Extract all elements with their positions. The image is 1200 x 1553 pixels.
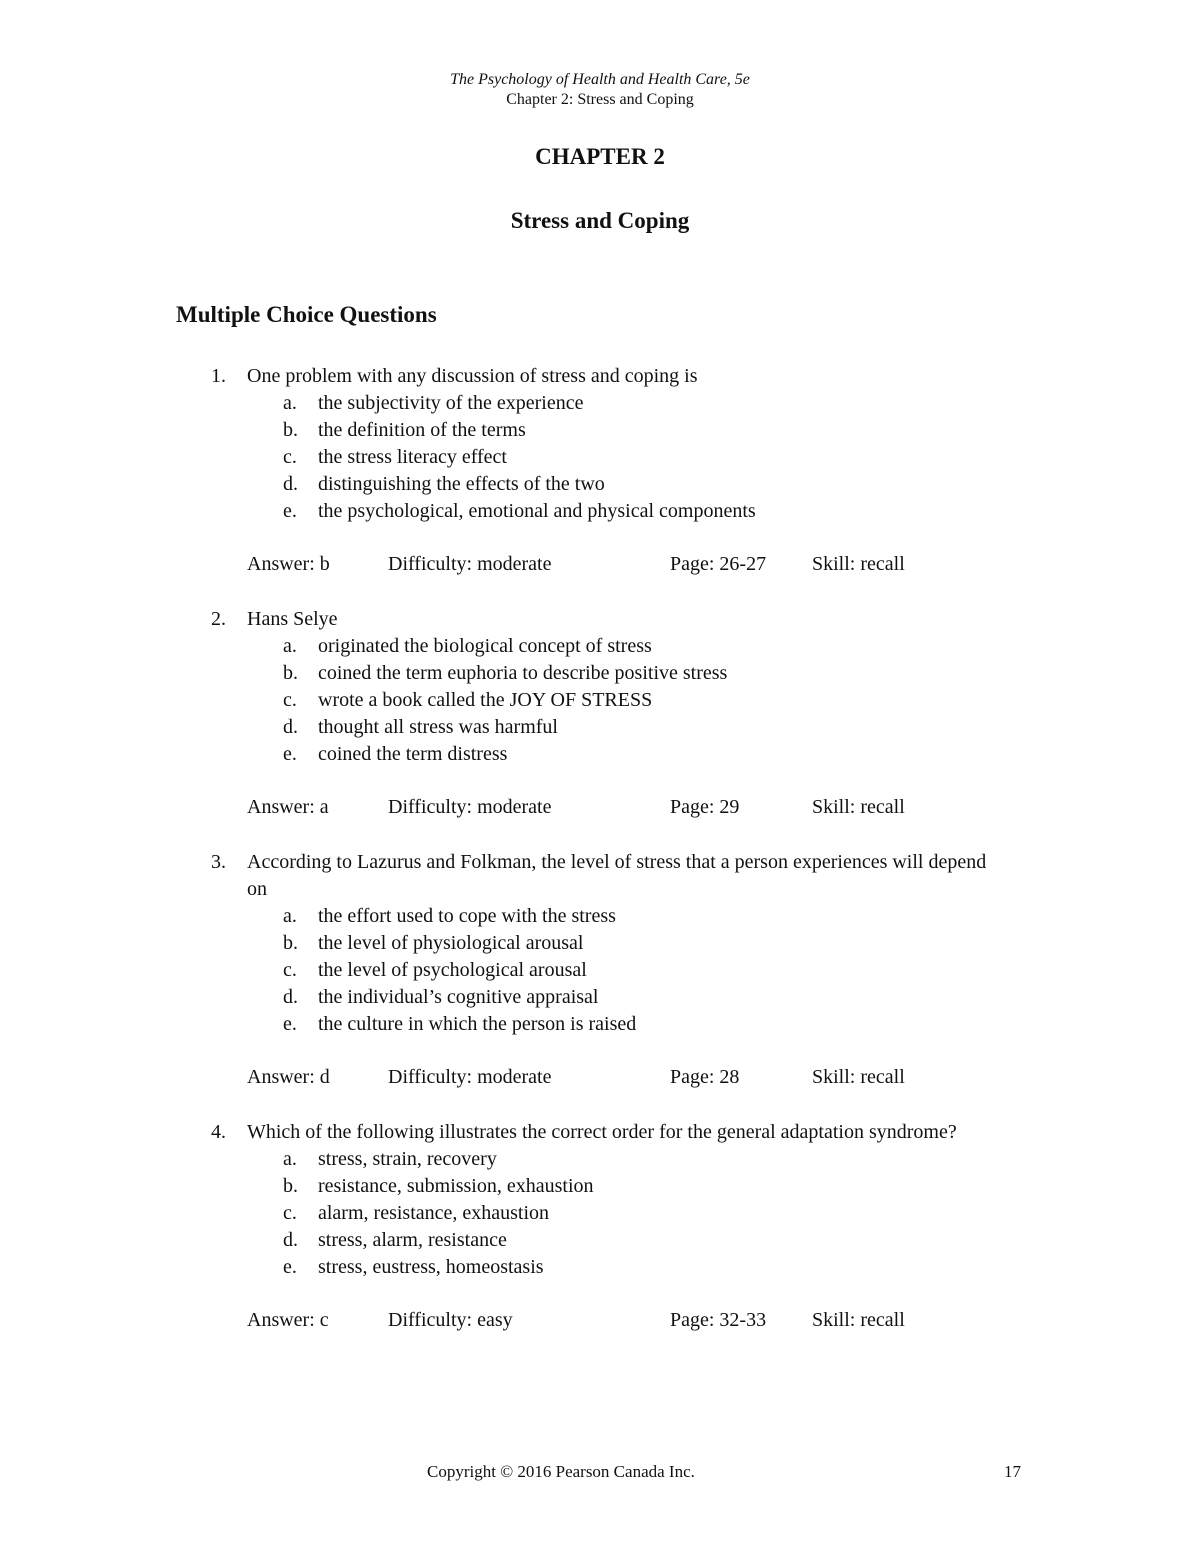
option-letter: b.: [283, 1175, 298, 1197]
option-text: the psychological, emotional and physical components: [318, 500, 756, 522]
option-letter: a.: [283, 392, 297, 414]
option-text: coined the term distress: [318, 743, 508, 765]
option-letter: e.: [283, 500, 297, 522]
option-letter: a.: [283, 635, 297, 657]
question-stem: [0, 363, 1200, 390]
option-letter: b.: [283, 932, 298, 954]
option-letter: e.: [283, 743, 297, 765]
answer-option: [0, 390, 1200, 417]
option-text: the effort used to cope with the stress: [318, 905, 616, 927]
option-letter: c.: [283, 959, 297, 981]
answer-option: [0, 957, 1200, 984]
answer-option: [0, 930, 1200, 957]
option-text: the level of psychological arousal: [318, 959, 587, 981]
option-text: stress, eustress, homeostasis: [318, 1256, 544, 1278]
option-text: the stress literacy effect: [318, 446, 507, 468]
option-letter: c.: [283, 689, 297, 711]
option-text: the definition of the terms: [318, 419, 526, 441]
answer-option: [0, 687, 1200, 714]
answer-option: [0, 471, 1200, 498]
answer-option: [0, 903, 1200, 930]
option-letter: b.: [283, 419, 298, 441]
skill: Skill: recall: [812, 553, 905, 575]
answer-option: [0, 1173, 1200, 1200]
answer-key: Answer: d: [247, 1066, 330, 1088]
skill: Skill: recall: [812, 1309, 905, 1331]
option-letter: d.: [283, 986, 298, 1008]
answer-option: [0, 741, 1200, 768]
question-1: [0, 363, 1200, 578]
chapter-title: Stress and Coping: [510, 208, 690, 233]
option-letter: a.: [283, 1148, 297, 1170]
option-text: coined the term euphoria to describe positive stress: [318, 662, 728, 684]
option-letter: e.: [283, 1013, 297, 1035]
skill: Skill: recall: [812, 796, 905, 818]
page-number: 17: [1004, 1462, 1021, 1481]
question-text: Hans Selye: [247, 608, 338, 630]
answer-option: [0, 417, 1200, 444]
running-header: [0, 70, 1200, 110]
difficulty: Difficulty: moderate: [388, 553, 552, 575]
answer-option: [0, 1200, 1200, 1227]
option-letter: d.: [283, 473, 298, 495]
answer-option: [0, 1011, 1200, 1038]
option-letter: b.: [283, 662, 298, 684]
answer-option: [0, 444, 1200, 471]
answer-option: [0, 633, 1200, 660]
question-stem: [0, 849, 1200, 903]
answer-option: [0, 714, 1200, 741]
option-text: distinguishing the effects of the two: [318, 473, 605, 495]
page-reference: Page: 32-33: [670, 1309, 767, 1331]
answer-option: [0, 660, 1200, 687]
option-text: wrote a book called the JOY OF STRESS: [318, 689, 653, 711]
option-letter: a.: [283, 905, 297, 927]
chapter-line: Chapter 2: Stress and Coping: [506, 91, 694, 108]
option-letter: c.: [283, 1202, 297, 1224]
option-text: the culture in which the person is raised: [318, 1013, 637, 1035]
option-text: resistance, submission, exhaustion: [318, 1175, 594, 1197]
page-reference: Page: 29: [670, 796, 740, 818]
option-letter: d.: [283, 716, 298, 738]
answer-meta: [0, 1307, 1200, 1334]
chapter-number: CHAPTER 2: [535, 144, 665, 169]
option-text: the individual’s cognitive appraisal: [318, 986, 599, 1008]
option-text: alarm, resistance, exhaustion: [318, 1202, 550, 1224]
skill: Skill: recall: [812, 1066, 905, 1088]
question-2: [0, 606, 1200, 821]
answer-key: Answer: a: [247, 796, 329, 818]
question-text: One problem with any discussion of stress and coping is: [247, 365, 698, 387]
option-text: stress, strain, recovery: [318, 1148, 497, 1170]
question-4: [0, 1119, 1200, 1334]
question-3: [0, 849, 1200, 1091]
book-title: The Psychology of Health and Health Care, 5e: [450, 71, 750, 88]
option-letter: e.: [283, 1256, 297, 1278]
question-text: According to Lazurus and Folkman, the level of stress that a person experiences will depend on: [247, 851, 987, 900]
question-number: 1.: [211, 365, 226, 387]
answer-key: Answer: c: [247, 1309, 329, 1331]
answer-meta: [0, 551, 1200, 578]
page-reference: Page: 26-27: [670, 553, 767, 575]
page-reference: Page: 28: [670, 1066, 740, 1088]
option-text: originated the biological concept of stress: [318, 635, 652, 657]
option-text: stress, alarm, resistance: [318, 1229, 507, 1251]
option-text: the subjectivity of the experience: [318, 392, 584, 414]
difficulty: Difficulty: moderate: [388, 1066, 552, 1088]
answer-option: [0, 1146, 1200, 1173]
question-list: [0, 363, 1200, 1362]
question-number: 2.: [211, 608, 226, 630]
question-number: 3.: [211, 851, 226, 873]
answer-option: [0, 984, 1200, 1011]
answer-option: [0, 1227, 1200, 1254]
answer-meta: [0, 1064, 1200, 1091]
question-stem: [0, 1119, 1200, 1146]
question-number: 4.: [211, 1121, 226, 1143]
question-stem: [0, 606, 1200, 633]
option-letter: d.: [283, 1229, 298, 1251]
option-letter: c.: [283, 446, 297, 468]
answer-key: Answer: b: [247, 553, 330, 575]
section-heading: Multiple Choice Questions: [176, 302, 437, 327]
option-text: the level of physiological arousal: [318, 932, 584, 954]
option-text: thought all stress was harmful: [318, 716, 558, 738]
answer-meta: [0, 794, 1200, 821]
difficulty: Difficulty: easy: [388, 1309, 513, 1331]
answer-option: [0, 498, 1200, 525]
difficulty: Difficulty: moderate: [388, 796, 552, 818]
question-text: Which of the following illustrates the correct order for the general adaptation syndrome?: [247, 1121, 957, 1143]
answer-option: [0, 1254, 1200, 1281]
copyright-notice: Copyright © 2016 Pearson Canada Inc.: [427, 1462, 695, 1481]
